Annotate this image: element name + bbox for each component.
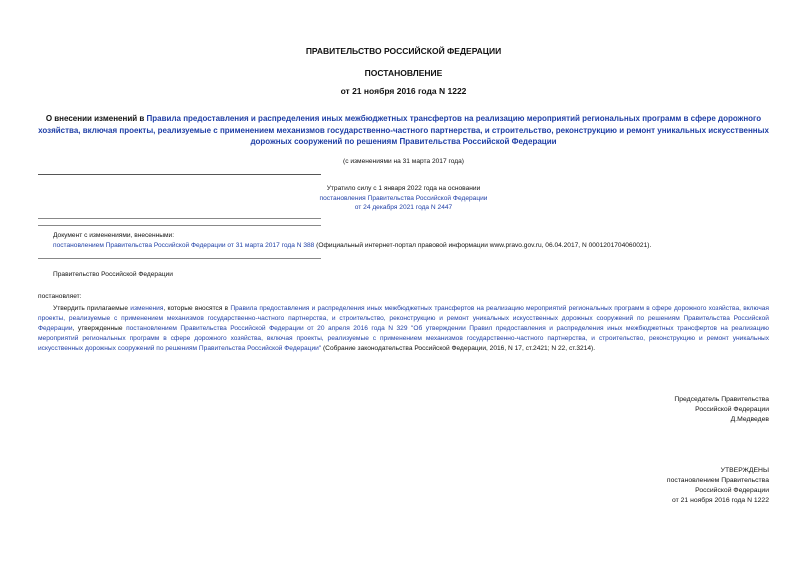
changes-link[interactable]: изменения: [130, 305, 164, 312]
approved-heading: УТВЕРЖДЕНЫ: [720, 467, 769, 474]
separator-4: [38, 258, 321, 259]
title-prefix: О внесении изменений в: [45, 114, 147, 123]
expired-notice: [0, 184, 807, 213]
changes-label: Документ с изменениями, внесенными:: [53, 232, 175, 239]
signature-org: Российской Федерации: [695, 406, 769, 413]
resolution-body: [38, 304, 769, 354]
expired-line-1: Утратило силу с 1 января 2022 года на основании: [326, 185, 481, 192]
body-text-2: , которые вносятся в: [163, 305, 231, 312]
document-type-heading: ПОСТАНОВЛЕНИЕ: [364, 68, 443, 78]
resolves-label: постановляет:: [38, 293, 82, 300]
document-date-number: от 21 ноября 2016 года N 1222: [340, 86, 467, 96]
separator-1: [38, 174, 321, 175]
expired-decree-date-link[interactable]: от 24 декабря 2021 года N 2447: [354, 204, 453, 211]
separator-2: [38, 218, 321, 219]
changes-block: [53, 231, 769, 250]
approved-block: [667, 466, 769, 506]
approved-org: Российской Федерации: [695, 487, 769, 494]
body-text-3: , утвержденные: [72, 325, 127, 332]
title-rules-link[interactable]: Правила предоставления и распределения иных межбюджетных трансфертов на реализацию мероприятий региональных программ в сфере дорожного хозяйства, включая проекты, реализуемые с применением механизмов государственно-частного партнерства, и строительство, реконструкцию и ремонт уникальных искусственных дорожных сооружений по решениям Правительства Российской Федерации: [38, 114, 769, 146]
amendments-note: (с изменениями на 31 марта 2017 года): [343, 158, 464, 165]
approved-date: от 21 ноября 2016 года N 1222: [672, 497, 769, 504]
approved-by: постановлением Правительства: [666, 477, 769, 484]
signature-name: Д.Медведев: [730, 416, 769, 423]
body-text-4: (Собрание законодательства Российской Федерации, 2016, N 17, ст.2421; N 22, ст.3214).: [321, 345, 596, 352]
decree-329-link[interactable]: постановлением Правительства Российской Федерации от 20 апреля 2016 года N 329 "Об утверждении Правил предоставления и распределения иных межбюджетных трансфертов на реализацию мероприятий региональных программ в сфере дорожного хозяйства, включая проекты, реализуемые с применением механизмов государственно-частного партнерства, и строительство, реконструкцию и ремонт уникальных искусственных дорожных сооружений по решениям Правительства Российской Федерации": [38, 325, 769, 352]
separator-3: [38, 225, 321, 226]
issuer: Правительство Российской Федерации: [53, 271, 173, 278]
changes-decree-link[interactable]: постановлением Правительства Российской Федерации от 31 марта 2017 года N 388: [53, 241, 315, 249]
changes-source: (Официальный интернет-портал правовой информации www.pravo.gov.ru, 06.04.2017, N 0001201704060021).: [314, 241, 652, 249]
signature-block: [674, 395, 769, 425]
rules-link[interactable]: Правила предоставления и распределения иных межбюджетных трансфертов на реализацию мероприятий региональных программ в сфере дорожного хозяйства, включая проекты, реализуемые с применением механизмов государственно-частного партнерства, и строительство, реконструкцию и ремонт уникальных искусственных дорожных сооружений по решениям Правительства Российской Федерации: [38, 305, 769, 332]
expired-decree-link[interactable]: постановления Правительства Российской Федерации: [319, 194, 488, 202]
document-title: [38, 113, 769, 148]
signature-position: Председатель Правительства: [674, 396, 769, 403]
body-text-1: Утвердить прилагаемые: [53, 305, 131, 312]
government-heading: ПРАВИТЕЛЬСТВО РОССИЙСКОЙ ФЕДЕРАЦИИ: [305, 46, 502, 56]
